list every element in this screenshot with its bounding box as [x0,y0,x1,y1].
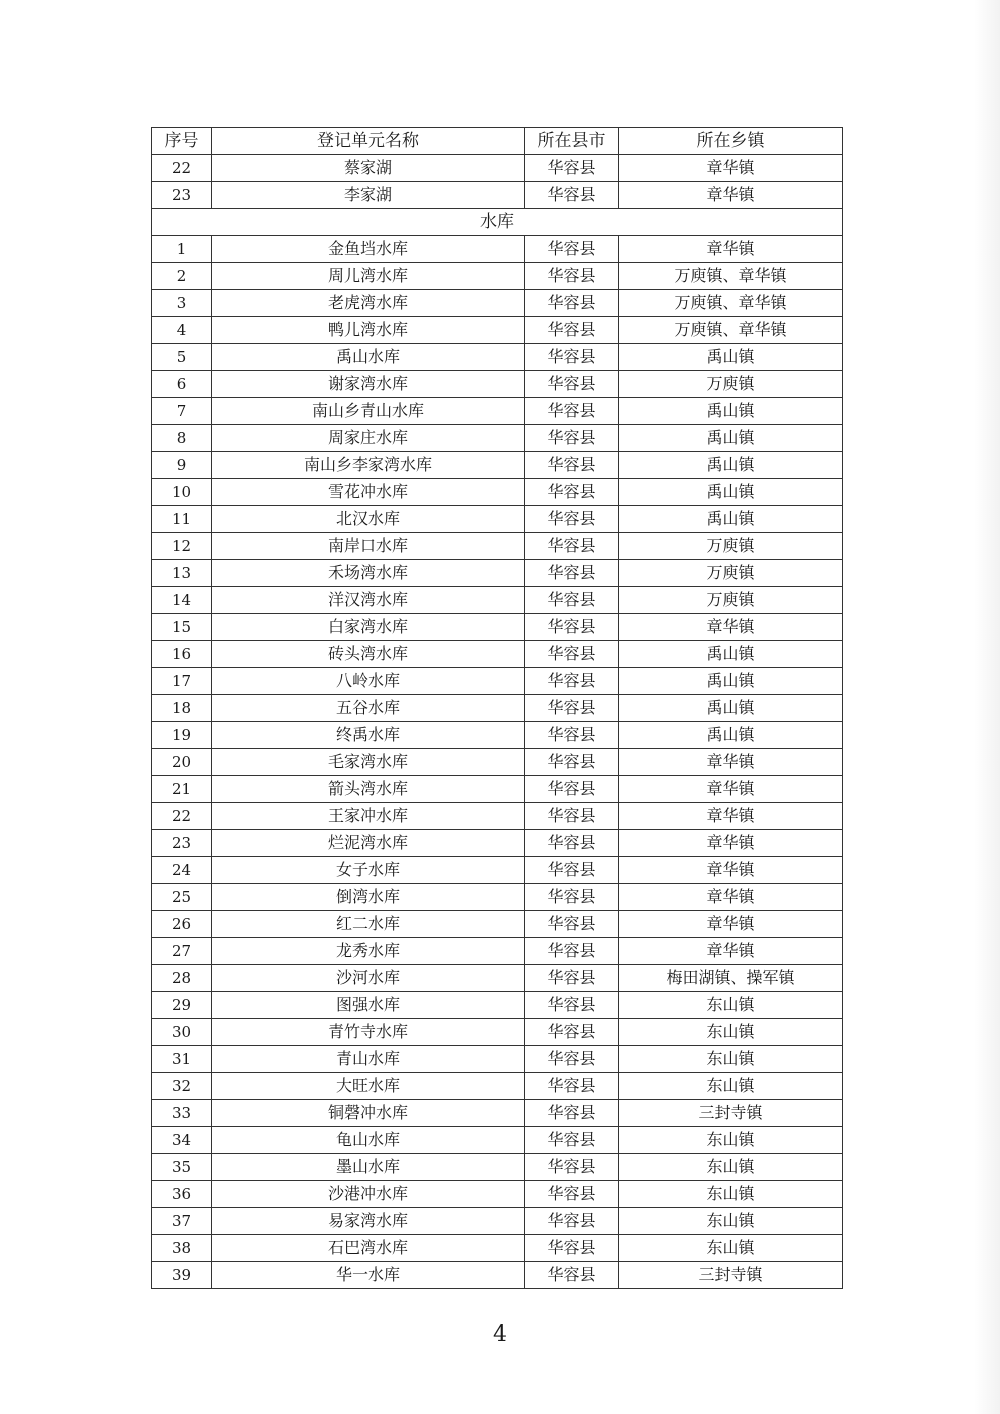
row-town: 禹山镇 [619,398,843,425]
table-row [152,884,843,911]
row-town: 禹山镇 [619,722,843,749]
row-county: 华容县 [525,1208,619,1235]
row-unit-name: 雪花冲水库 [212,479,525,506]
row-county: 华容县 [525,290,619,317]
row-unit-name: 红二水库 [212,911,525,938]
header-county: 所在县市 [525,128,619,155]
row-unit-name: 龙秀水库 [212,938,525,965]
row-town: 禹山镇 [619,668,843,695]
row-county: 华容县 [525,1154,619,1181]
row-unit-name: 五谷水库 [212,695,525,722]
row-index: 18 [152,695,212,722]
row-unit-name: 南岸口水库 [212,533,525,560]
row-county: 华容县 [525,1127,619,1154]
row-unit-name: 沙港冲水库 [212,1181,525,1208]
table-row [152,479,843,506]
row-index: 27 [152,938,212,965]
table-row [152,830,843,857]
row-unit-name: 毛家湾水库 [212,749,525,776]
row-county: 华容县 [525,533,619,560]
registration-table [151,127,843,1289]
row-index: 39 [152,1262,212,1289]
row-town: 章华镇 [619,803,843,830]
row-county: 华容县 [525,749,619,776]
row-town: 东山镇 [619,1127,843,1154]
page-number: 4 [493,1322,507,1347]
row-index: 22 [152,803,212,830]
row-unit-name: 终禹水库 [212,722,525,749]
row-unit-name: 禹山水库 [212,344,525,371]
row-town: 章华镇 [619,749,843,776]
row-county: 华容县 [525,155,619,182]
row-county: 华容县 [525,371,619,398]
row-unit-name: 易家湾水库 [212,1208,525,1235]
row-town: 三封寺镇 [619,1100,843,1127]
row-town: 万庾镇 [619,587,843,614]
row-town: 三封寺镇 [619,1262,843,1289]
row-county: 华容县 [525,614,619,641]
row-town: 禹山镇 [619,506,843,533]
row-unit-name: 谢家湾水库 [212,371,525,398]
row-county: 华容县 [525,425,619,452]
row-unit-name: 大旺水库 [212,1073,525,1100]
table-row [152,641,843,668]
row-index: 25 [152,884,212,911]
row-town: 章华镇 [619,182,843,209]
row-index: 11 [152,506,212,533]
row-county: 华容县 [525,992,619,1019]
row-index: 37 [152,1208,212,1235]
row-town: 章华镇 [619,830,843,857]
row-unit-name: 箭头湾水库 [212,776,525,803]
row-index: 32 [152,1073,212,1100]
row-index: 12 [152,533,212,560]
row-town: 禹山镇 [619,425,843,452]
row-county: 华容县 [525,1100,619,1127]
table-row [152,1154,843,1181]
row-county: 华容县 [525,857,619,884]
row-town: 东山镇 [619,992,843,1019]
row-unit-name: 北汉水库 [212,506,525,533]
table-row [152,155,843,182]
row-unit-name: 烂泥湾水库 [212,830,525,857]
row-unit-name: 女子水库 [212,857,525,884]
row-county: 华容县 [525,668,619,695]
row-index: 34 [152,1127,212,1154]
row-county: 华容县 [525,803,619,830]
row-town: 章华镇 [619,884,843,911]
table-row [152,317,843,344]
row-unit-name: 石巴湾水库 [212,1235,525,1262]
row-county: 华容县 [525,1073,619,1100]
table-row [152,263,843,290]
row-town: 东山镇 [619,1046,843,1073]
row-index: 24 [152,857,212,884]
table-row [152,749,843,776]
row-town: 万庾镇、章华镇 [619,317,843,344]
row-county: 华容县 [525,1181,619,1208]
row-county: 华容县 [525,938,619,965]
row-county: 华容县 [525,641,619,668]
row-unit-name: 华一水库 [212,1262,525,1289]
row-unit-name: 老虎湾水库 [212,290,525,317]
row-county: 华容县 [525,344,619,371]
row-town: 章华镇 [619,236,843,263]
row-unit-name: 洋汉湾水库 [212,587,525,614]
row-index: 22 [152,155,212,182]
row-town: 章华镇 [619,776,843,803]
table-row [152,965,843,992]
row-unit-name: 王家冲水库 [212,803,525,830]
row-town: 禹山镇 [619,695,843,722]
row-index: 31 [152,1046,212,1073]
row-index: 9 [152,452,212,479]
row-index: 15 [152,614,212,641]
row-town: 禹山镇 [619,641,843,668]
table-row [152,236,843,263]
row-county: 华容县 [525,830,619,857]
row-county: 华容县 [525,1046,619,1073]
row-index: 26 [152,911,212,938]
row-town: 万庾镇、章华镇 [619,263,843,290]
table-row [152,1181,843,1208]
row-town: 东山镇 [619,1181,843,1208]
row-index: 2 [152,263,212,290]
table-row [152,1235,843,1262]
row-county: 华容县 [525,182,619,209]
row-unit-name: 青竹寺水库 [212,1019,525,1046]
row-index: 29 [152,992,212,1019]
row-index: 21 [152,776,212,803]
row-unit-name: 龟山水库 [212,1127,525,1154]
row-unit-name: 砖头湾水库 [212,641,525,668]
row-county: 华容县 [525,722,619,749]
row-town: 章华镇 [619,155,843,182]
table-row [152,938,843,965]
row-county: 华容县 [525,236,619,263]
row-index: 17 [152,668,212,695]
section-row [152,209,843,236]
row-index: 4 [152,317,212,344]
row-unit-name: 白家湾水库 [212,614,525,641]
row-town: 东山镇 [619,1073,843,1100]
row-county: 华容县 [525,506,619,533]
row-unit-name: 周家庄水库 [212,425,525,452]
table-row [152,992,843,1019]
table-row [152,1019,843,1046]
table-row [152,182,843,209]
row-town: 章华镇 [619,614,843,641]
row-unit-name: 铜磬冲水库 [212,1100,525,1127]
row-county: 华容县 [525,911,619,938]
row-county: 华容县 [525,1019,619,1046]
row-unit-name: 八岭水库 [212,668,525,695]
row-unit-name: 周儿湾水库 [212,263,525,290]
row-town: 东山镇 [619,1019,843,1046]
row-town: 万庾镇 [619,560,843,587]
row-index: 36 [152,1181,212,1208]
row-county: 华容县 [525,776,619,803]
row-index: 14 [152,587,212,614]
row-town: 万庾镇 [619,533,843,560]
table-row [152,1073,843,1100]
row-town: 禹山镇 [619,344,843,371]
row-county: 华容县 [525,1235,619,1262]
table-row [152,722,843,749]
table-row [152,1262,843,1289]
row-town: 东山镇 [619,1208,843,1235]
table-row [152,290,843,317]
header-town: 所在乡镇 [619,128,843,155]
table-row [152,857,843,884]
row-town: 万庾镇 [619,371,843,398]
table-row [152,695,843,722]
table-row [152,911,843,938]
header-index: 序号 [152,128,212,155]
row-county: 华容县 [525,965,619,992]
table-row [152,371,843,398]
table-row [152,1100,843,1127]
table-row [152,776,843,803]
table-row [152,1046,843,1073]
table-row [152,614,843,641]
row-county: 华容县 [525,479,619,506]
row-town: 东山镇 [619,1154,843,1181]
section-title: 水库 [152,209,843,236]
table-row [152,452,843,479]
row-unit-name: 青山水库 [212,1046,525,1073]
table-row [152,1208,843,1235]
row-index: 20 [152,749,212,776]
row-unit-name: 鸭儿湾水库 [212,317,525,344]
row-county: 华容县 [525,560,619,587]
row-index: 13 [152,560,212,587]
row-county: 华容县 [525,398,619,425]
row-county: 华容县 [525,587,619,614]
table-header-row [152,128,843,155]
row-unit-name: 墨山水库 [212,1154,525,1181]
table-row [152,668,843,695]
row-unit-name: 南山乡青山水库 [212,398,525,425]
row-index: 8 [152,425,212,452]
row-county: 华容县 [525,695,619,722]
row-index: 19 [152,722,212,749]
row-town: 禹山镇 [619,479,843,506]
row-town: 梅田湖镇、操军镇 [619,965,843,992]
row-index: 10 [152,479,212,506]
row-index: 35 [152,1154,212,1181]
header-unit-name: 登记单元名称 [212,128,525,155]
row-town: 章华镇 [619,938,843,965]
table-row [152,1127,843,1154]
row-unit-name: 南山乡李家湾水库 [212,452,525,479]
row-index: 3 [152,290,212,317]
row-index: 30 [152,1019,212,1046]
row-unit-name: 蔡家湖 [212,155,525,182]
table-row [152,344,843,371]
row-county: 华容县 [525,1262,619,1289]
row-index: 7 [152,398,212,425]
row-index: 23 [152,830,212,857]
table-row [152,506,843,533]
row-county: 华容县 [525,263,619,290]
row-index: 16 [152,641,212,668]
row-unit-name: 图强水库 [212,992,525,1019]
row-index: 1 [152,236,212,263]
row-index: 33 [152,1100,212,1127]
row-county: 华容县 [525,884,619,911]
row-town: 章华镇 [619,857,843,884]
row-town: 万庾镇、章华镇 [619,290,843,317]
row-index: 6 [152,371,212,398]
row-index: 5 [152,344,212,371]
row-county: 华容县 [525,452,619,479]
table-row [152,803,843,830]
table-row [152,587,843,614]
scan-edge-shadow [974,0,1000,1414]
row-index: 38 [152,1235,212,1262]
table-row [152,560,843,587]
table-row [152,398,843,425]
row-town: 章华镇 [619,911,843,938]
table-body [152,128,843,1289]
row-unit-name: 沙河水库 [212,965,525,992]
table-row [152,425,843,452]
row-index: 23 [152,182,212,209]
row-unit-name: 禾场湾水库 [212,560,525,587]
row-town: 东山镇 [619,1235,843,1262]
row-index: 28 [152,965,212,992]
table-row [152,533,843,560]
row-town: 禹山镇 [619,452,843,479]
row-unit-name: 倒湾水库 [212,884,525,911]
row-unit-name: 金鱼垱水库 [212,236,525,263]
row-unit-name: 李家湖 [212,182,525,209]
row-county: 华容县 [525,317,619,344]
